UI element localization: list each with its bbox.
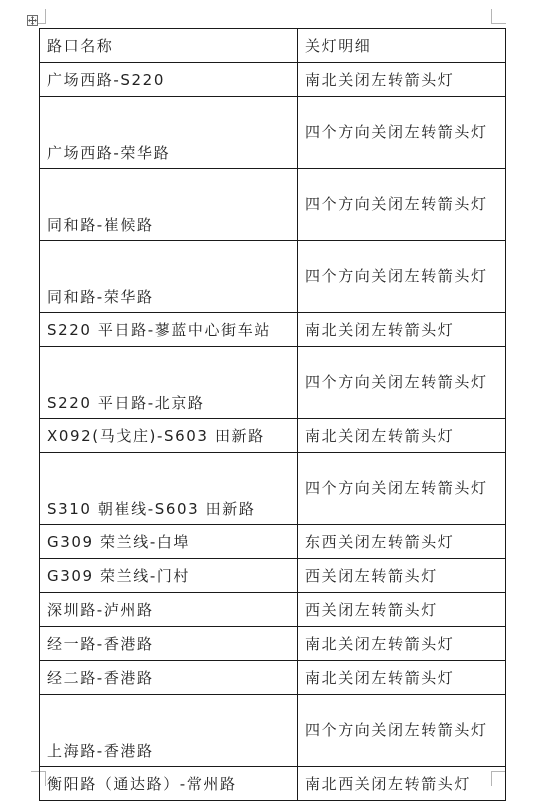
intersection-name-cell: S220 平日路-蓼蓝中心街车站: [40, 313, 298, 347]
table-row: [40, 347, 506, 419]
table-row: [40, 419, 506, 453]
light-detail-cell: 东西关闭左转箭头灯: [298, 525, 506, 559]
table-row: [40, 661, 506, 695]
header-light-detail: 关灯明细: [298, 29, 506, 63]
table-row: [40, 767, 506, 801]
intersection-name-cell: 深圳路-泸州路: [40, 593, 298, 627]
light-detail-cell: 南北关闭左转箭头灯: [298, 661, 506, 695]
intersection-name-cell: 衡阳路（通达路）-常州路: [40, 767, 298, 801]
light-detail-cell: 四个方向关闭左转箭头灯: [298, 453, 506, 525]
intersection-name-cell: 上海路-香港路: [40, 695, 298, 767]
table-row: [40, 169, 506, 241]
intersection-name-cell: 同和路-荣华路: [40, 241, 298, 313]
intersection-table: [39, 28, 506, 801]
light-detail-cell: 西关闭左转箭头灯: [298, 559, 506, 593]
light-detail-cell: 南北关闭左转箭头灯: [298, 627, 506, 661]
light-detail-cell: 四个方向关闭左转箭头灯: [298, 695, 506, 767]
table-row: [40, 525, 506, 559]
light-detail-cell: 四个方向关闭左转箭头灯: [298, 347, 506, 419]
table-row: [40, 695, 506, 767]
table-move-handle-icon[interactable]: [27, 15, 38, 26]
light-detail-cell: 四个方向关闭左转箭头灯: [298, 169, 506, 241]
table-header-row: [40, 29, 506, 63]
light-detail-cell: 南北关闭左转箭头灯: [298, 313, 506, 347]
intersection-name-cell: G309 荣兰线-门村: [40, 559, 298, 593]
light-detail-cell: 西关闭左转箭头灯: [298, 593, 506, 627]
table-row: [40, 593, 506, 627]
intersection-name-cell: 同和路-崔候路: [40, 169, 298, 241]
intersection-name-cell: 广场西路-S220: [40, 63, 298, 97]
table-row: [40, 559, 506, 593]
table-row: [40, 453, 506, 525]
table-row: [40, 241, 506, 313]
table-row: [40, 313, 506, 347]
light-detail-cell: 南北关闭左转箭头灯: [298, 63, 506, 97]
intersection-name-cell: S220 平日路-北京路: [40, 347, 298, 419]
intersection-name-cell: X092(马戈庄)-S603 田新路: [40, 419, 298, 453]
light-detail-cell: 四个方向关闭左转箭头灯: [298, 97, 506, 169]
intersection-name-cell: 经一路-香港路: [40, 627, 298, 661]
table-row: [40, 627, 506, 661]
table-row: [40, 97, 506, 169]
page-corner-mark-top-right: [491, 9, 506, 24]
intersection-name-cell: G309 荣兰线-白埠: [40, 525, 298, 559]
table-row: [40, 63, 506, 97]
intersection-name-cell: 广场西路-荣华路: [40, 97, 298, 169]
light-detail-cell: 南北西关闭左转箭头灯: [298, 767, 506, 801]
light-detail-cell: 南北关闭左转箭头灯: [298, 419, 506, 453]
header-intersection-name: 路口名称: [40, 29, 298, 63]
intersection-name-cell: S310 朝崔线-S603 田新路: [40, 453, 298, 525]
intersection-name-cell: 经二路-香港路: [40, 661, 298, 695]
light-detail-cell: 四个方向关闭左转箭头灯: [298, 241, 506, 313]
